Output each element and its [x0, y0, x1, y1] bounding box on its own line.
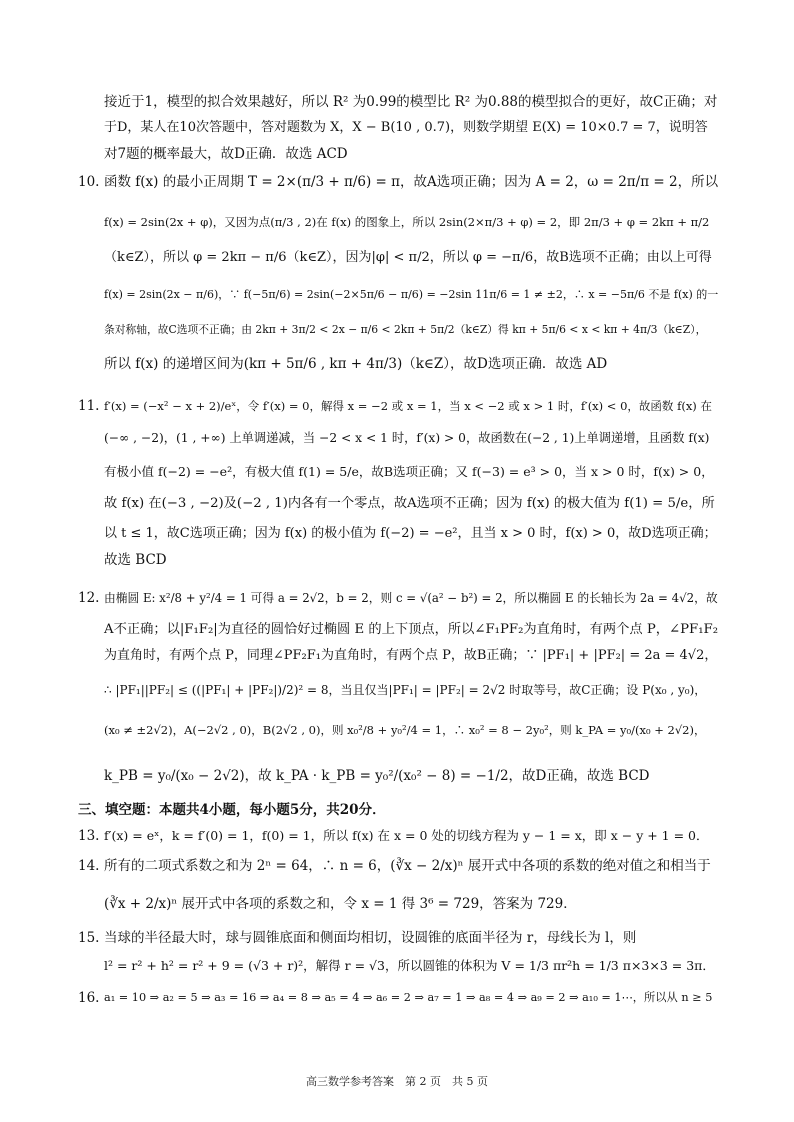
- text-line: 接近于1，模型的拟合效果越好，所以 R² 为0.99的模型比 R² 为0.88的模型拟合的更好，故C正确；对: [104, 94, 718, 110]
- text-line: 对7题的概率最大，故D正确．故选 ACD: [104, 146, 348, 162]
- text-line: (−∞ , −2)，(1 , +∞) 上单调递减，当 −2 < x < 1 时，f′(x) > 0，故函数在(−2 , 1)上单调递增，且函数 f(x): [104, 431, 710, 445]
- text-line: 于D，某人在10次答题中，答对题数为 X，X − B(10 , 0.7)，则数学期望 E(X) = 10×0.7 = 7，说明答: [104, 120, 708, 135]
- page-footer: 高三数学参考答案 第 2 页 共 5 页: [306, 1075, 488, 1088]
- question-number: 13.: [78, 828, 100, 844]
- question-number: 14.: [78, 858, 100, 874]
- text-line: 为直角时，有两个点 P，同理∠PF₂F₁为直角时，有两个点 P，故B正确；∵ |PF₁| + |PF₂| = 2a = 4√2，: [104, 648, 718, 663]
- text-line: A不正确；以|F₁F₂|为直径的圆恰好过椭圆 E 的上下顶点，所以∠F₁PF₂为直角时，有两个点 P，∠PF₁F₂: [104, 622, 719, 637]
- text-line: (∛x + 2/x)ⁿ 展开式中各项的系数之和，令 x = 1 得 3⁶ = 729，答案为 729．: [104, 896, 577, 912]
- text-line: f(x) = 2sin(2x + φ)，又因为点(π/3 , 2)在 f(x) 的图象上，所以 2sin(2×π/3 + φ) = 2，即 2π/3 + φ = 2kπ + π/2: [104, 215, 710, 229]
- question-number: 15.: [78, 930, 100, 946]
- question-number: 11.: [78, 398, 100, 414]
- text-line: (x₀ ≠ ±2√2)，A(−2√2 , 0)，B(2√2 , 0)，则 x₀²/8 + y₀²/4 = 1，∴ x₀² = 8 − 2y₀²，则 k_PA = y₀/(x₀ + 2√2)，: [104, 723, 706, 737]
- text-line: 所有的二项式系数之和为 2ⁿ = 64，∴ n = 6，(∛x − 2/x)ⁿ 展开式中各项的系数的绝对值之和相当于: [104, 858, 711, 874]
- text-line: f′(x) = (−x² − x + 2)/eˣ，令 f′(x) = 0，解得 x = −2 或 x = 1，当 x < −2 或 x > 1 时，f′(x) < 0，故函数 f(x) 在: [104, 399, 712, 413]
- text-line: 有极小值 f(−2) = −e²，有极大值 f(1) = 5/e，故B选项正确；又 f(−3) = e³ > 0，当 x > 0 时，f(x) > 0，: [104, 464, 714, 479]
- section-heading: 三、填空题：本题共4小题，每小题5分，共20分．: [78, 802, 386, 818]
- question-number: 12.: [78, 590, 100, 606]
- text-line: l² = r² + h² = r² + 9 = (√3 + r)²，解得 r = √3，所以圆锥的体积为 V = 1/3 πr²h = 1/3 π×3×3 = 3π．: [104, 958, 715, 973]
- text-line: 故选 BCD: [104, 552, 167, 568]
- text-line: k_PB = y₀/(x₀ − 2√2)，故 k_PA · k_PB = y₀²/(x₀² − 8) = −1/2，故D正确，故选 BCD: [104, 768, 650, 784]
- text-line: ∴ |PF₁||PF₂| ≤ ((|PF₁| + |PF₂|)/2)² = 8，当且仅当|PF₁| = |PF₂| = 2√2 时取等号，故C正确；设 P(x₀ , y₀)，: [104, 683, 707, 697]
- text-line: 由椭圆 E: x²/8 + y²/4 = 1 可得 a = 2√2，b = 2，则 c = √(a² − b²) = 2，所以椭圆 E 的长轴长为 2a = 4√2，故: [104, 591, 718, 605]
- question-number: 10.: [78, 174, 100, 190]
- text-line: 条对称轴，故C选项不正确；由 2kπ + 3π/2 < 2x − π/6 < 2kπ + 5π/2（k∈Z）得 kπ + 5π/6 < x < kπ + 4π/3（k∈Z），: [104, 323, 707, 336]
- question-number: 16.: [78, 990, 100, 1006]
- text-line: （k∈Z），所以 φ = 2kπ − π/6（k∈Z），因为|φ| < π/2，所以 φ = −π/6，故B选项不正确；由以上可得: [104, 250, 712, 265]
- text-line: 故 f(x) 在(−3 , −2)及(−2 , 1)内各有一个零点，故A选项不正确；因为 f(x) 的极大值为 f(1) = 5/e，所: [104, 496, 715, 511]
- text-line: 以 t ≤ 1，故C选项正确；因为 f(x) 的极小值为 f(−2) = −e²，且当 x > 0 时，f(x) > 0，故D选项正确；: [104, 526, 717, 541]
- text-line: a₁ = 10 ⇒ a₂ = 5 ⇒ a₃ = 16 ⇒ a₄ = 8 ⇒ a₅ = 4 ⇒ a₆ = 2 ⇒ a₇ = 1 ⇒ a₈ = 4 ⇒ a₉ = 2 ⇒ a₁₀ = 1⋯，所以从 n ≥ 5: [104, 991, 713, 1004]
- text-line: 函数 f(x) 的最小正周期 T = 2×(π/3 + π/6) = π，故A选项正确；因为 A = 2，ω = 2π/π = 2，所以: [104, 174, 719, 190]
- text-line: f′(x) = eˣ，k = f′(0) = 1，f(0) = 1，所以 f(x) 在 x = 0 处的切线方程为 y − 1 = x，即 x − y + 1 = 0．: [104, 828, 709, 843]
- text-line: 所以 f(x) 的递增区间为(kπ + 5π/6 , kπ + 4π/3)（k∈Z），故D选项正确．故选 AD: [104, 356, 608, 372]
- text-line: f(x) = 2sin(2x − π/6)，∵ f(−5π/6) = 2sin(−2×5π/6 − π/6) = −2sin 11π/6 = 1 ≠ ±2，∴ x = −5π/6 不是 f(x) 的一: [104, 288, 719, 301]
- text-line: 当球的半径最大时，球与圆锥底面和侧面均相切，设圆锥的底面半径为 r，母线长为 l，则: [104, 930, 637, 946]
